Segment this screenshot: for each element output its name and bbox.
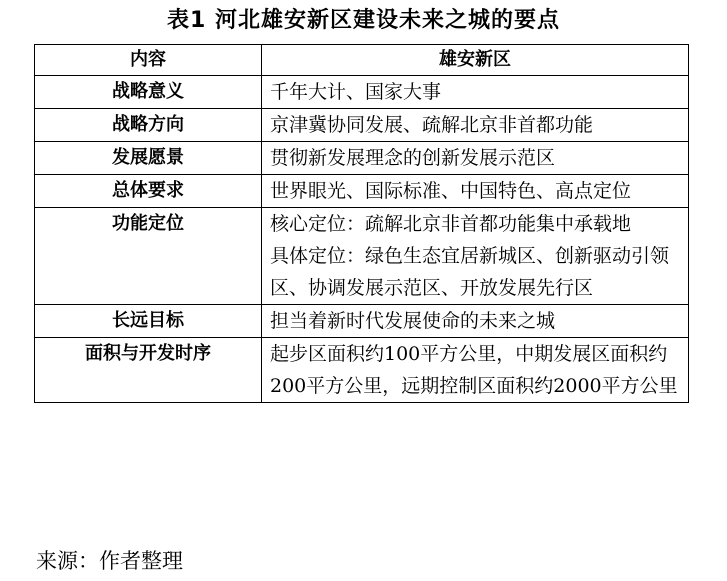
table-row	[35, 175, 689, 208]
row-value-line: 具体定位：绿色生态宜居新城区、创新驱动引领区、协调发展示范区、开放发展先行区	[270, 245, 670, 299]
row-key: 面积与开发时序	[35, 338, 262, 403]
row-value	[262, 175, 689, 208]
header-content: 内容	[35, 45, 262, 76]
table-row	[35, 76, 689, 109]
header-xiongan: 雄安新区	[262, 45, 689, 76]
row-key: 总体要求	[35, 175, 262, 208]
row-key: 长远目标	[35, 305, 262, 338]
table-row	[35, 305, 689, 338]
table-row	[35, 338, 689, 403]
row-value	[262, 76, 689, 109]
row-value-line: 起步区面积约100平方公里，中期发展区面积约200平方公里，远期控制区面积约2000平方公里	[270, 343, 678, 397]
row-value-line: 担当着新时代发展使命的未来之城	[270, 310, 556, 332]
source-note: 来源：作者整理	[36, 549, 183, 573]
table-header-row	[35, 45, 689, 76]
row-key: 战略意义	[35, 76, 262, 109]
key-points-table	[34, 44, 689, 403]
row-key: 发展愿景	[35, 142, 262, 175]
row-value	[262, 109, 689, 142]
row-value	[262, 208, 689, 305]
row-value	[262, 305, 689, 338]
row-value-line: 京津冀协同发展、疏解北京非首都功能	[270, 114, 594, 136]
table-row	[35, 109, 689, 142]
row-key: 战略方向	[35, 109, 262, 142]
row-value-line: 贯彻新发展理念的创新发展示范区	[270, 147, 556, 169]
table-row	[35, 208, 689, 305]
row-value-line: 世界眼光、国际标准、中国特色、高点定位	[270, 180, 632, 202]
row-value-line: 核心定位：疏解北京非首都功能集中承载地	[270, 213, 632, 235]
row-key: 功能定位	[35, 208, 262, 305]
row-value	[262, 142, 689, 175]
row-value	[262, 338, 689, 403]
row-value-line: 千年大计、国家大事	[270, 81, 442, 103]
table-title: 表1 河北雄安新区建设未来之城的要点	[167, 8, 560, 33]
table-row	[35, 142, 689, 175]
